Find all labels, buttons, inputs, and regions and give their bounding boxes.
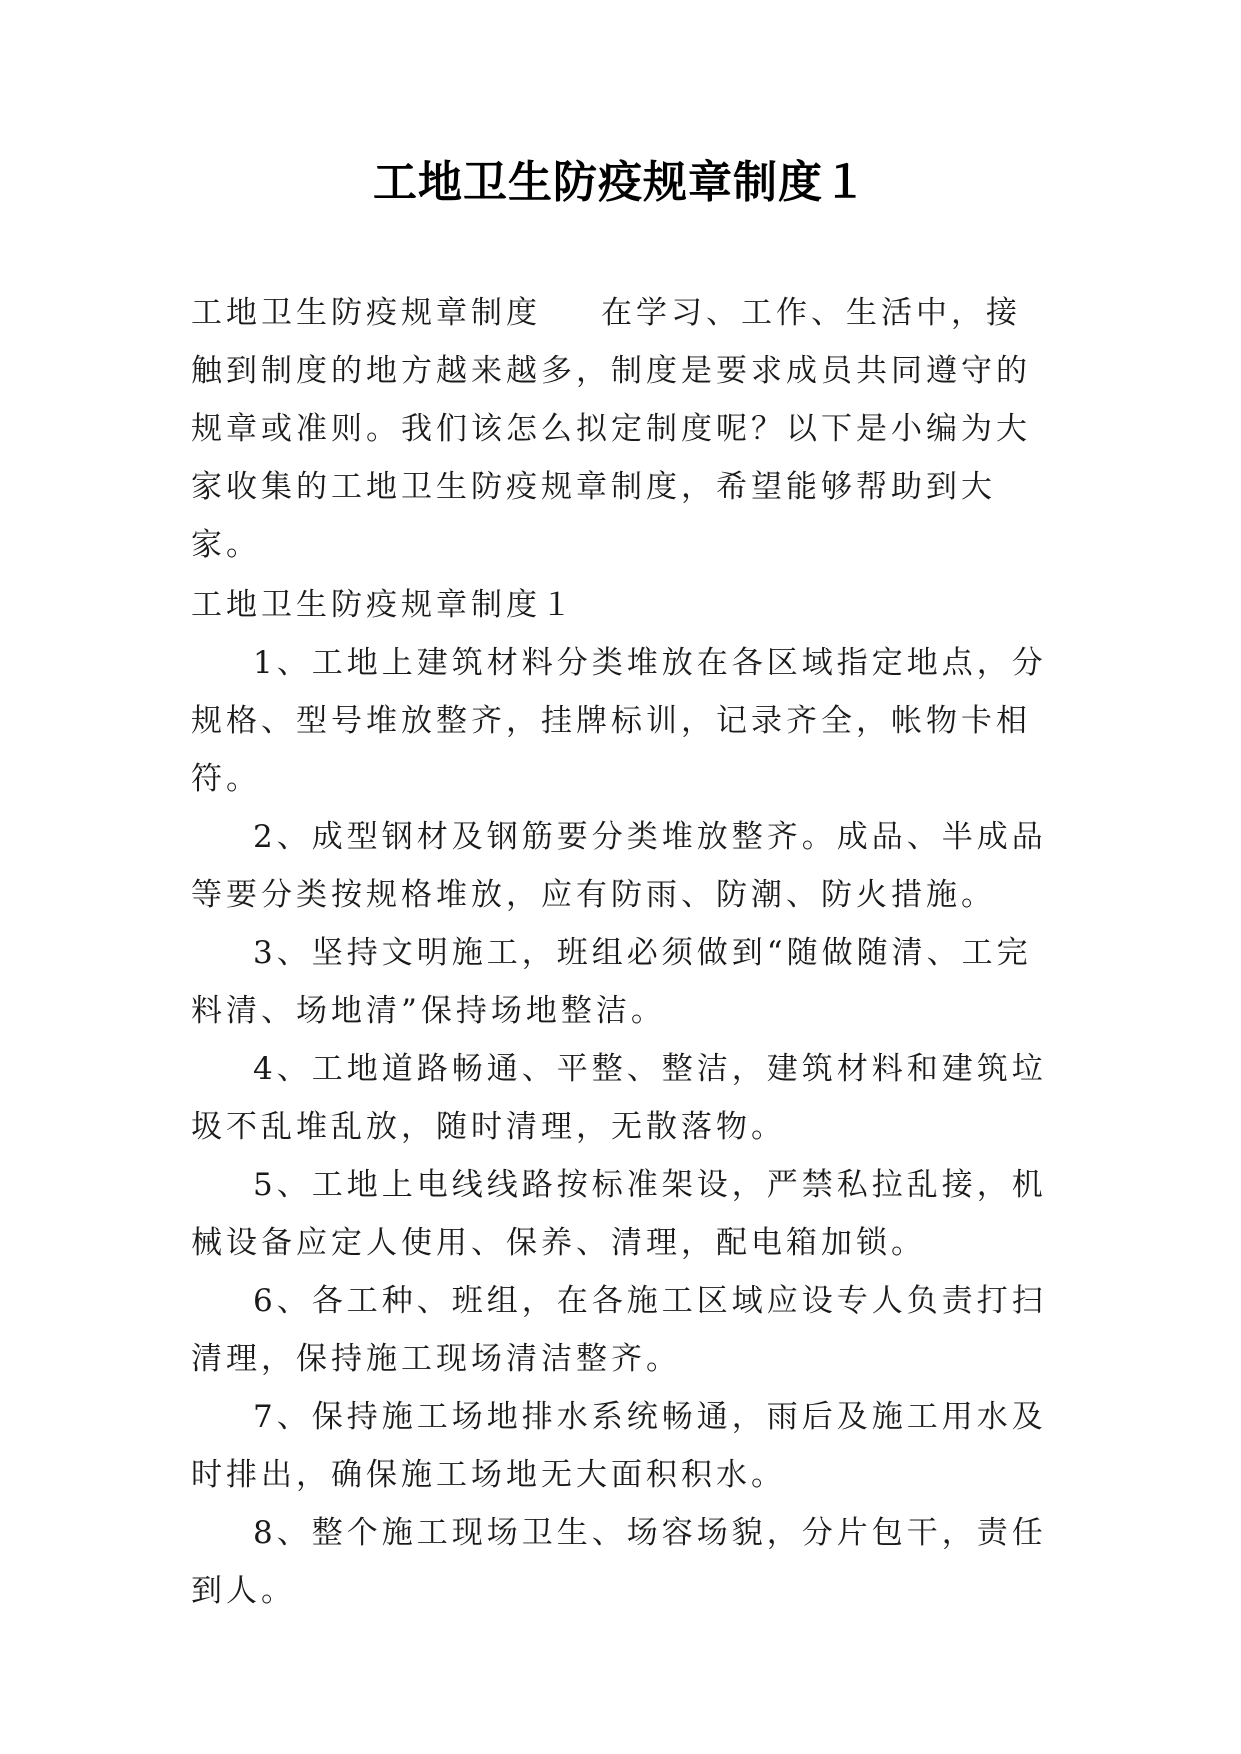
list-item: 6、各工种、班组，在各施工区域应设专人负责打扫清理，保持施工现场清洁整齐。 [191, 1283, 1047, 1377]
intro-text: 在学习、工作、生活中，接触到制度的地方越来越多，制度是要求成员共同遵守的规章或准则。我们该怎么拟定制度呢？以下是小编为大家收集的工地卫生防疫规章制度，希望能够帮助到大家。 [191, 295, 1031, 563]
intro-lead: 工地卫生防疫规章制度 [191, 295, 541, 331]
rules-list [191, 634, 1051, 1620]
list-item: 7、保持施工场地排水系统畅通，雨后及施工用水及时排出，确保施工场地无大面积积水。 [191, 1399, 1047, 1493]
list-item: 5、工地上电线线路按标准架设，严禁私拉乱接，机械设备应定人使用、保养、清理，配电箱加锁。 [191, 1167, 1047, 1261]
list-item: 3、坚持文明施工，班组必须做到“随做随清、工完料清、场地清”保持场地整洁。 [191, 935, 1032, 1029]
list-item: 1、工地上建筑材料分类堆放在各区域指定地点，分规格、型号堆放整齐，挂牌标训，记录齐全，帐物卡相符。 [191, 645, 1047, 797]
list-item: 2、成型钢材及钢筋要分类堆放整齐。成品、半成品等要分类按规格堆放，应有防雨、防潮、防火措施。 [191, 819, 1047, 913]
list-item: 8、整个施工现场卫生、场容场貌，分片包干，责任到人。 [191, 1515, 1047, 1609]
page-title: 工地卫生防疫规章制度１ [373, 157, 868, 208]
intro-paragraph [191, 284, 1051, 574]
list-item: 4、工地道路畅通、平整、整洁，建筑材料和建筑垃圾不乱堆乱放，随时清理，无散落物。 [191, 1051, 1047, 1145]
section-heading: 工地卫生防疫规章制度１ [191, 587, 576, 623]
